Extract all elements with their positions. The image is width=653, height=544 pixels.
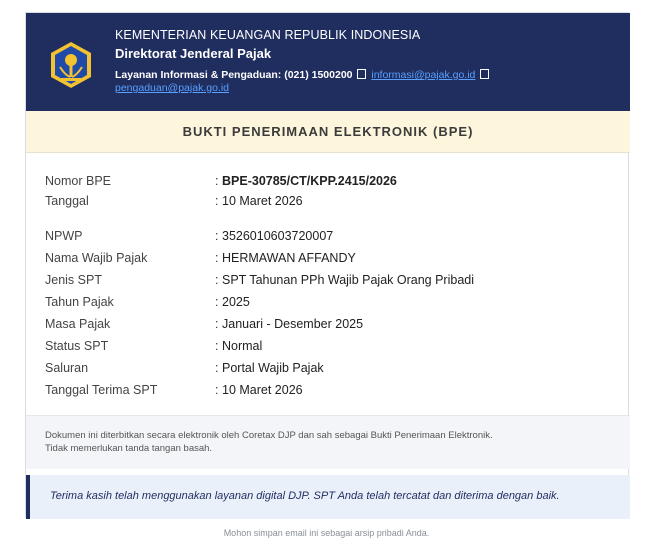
- field-label: Status SPT: [45, 339, 109, 353]
- envelope-icon: [357, 69, 366, 79]
- field-row-status-spt: [45, 336, 615, 356]
- field-row-tahun-pajak: [45, 292, 615, 312]
- field-value: 10 Maret 2026: [222, 383, 303, 397]
- field-label: Tanggal: [45, 194, 89, 208]
- field-label: Masa Pajak: [45, 317, 111, 331]
- field-row-masa-pajak: [45, 314, 615, 334]
- field-value: 3526010603720007: [222, 229, 334, 243]
- field-row-tanggal: [45, 191, 615, 211]
- field-colon: :: [215, 194, 219, 208]
- email-header: [26, 13, 630, 111]
- document-title: BUKTI PENERIMAAN ELEKTRONIK (BPE): [26, 111, 630, 153]
- email-complaint-link[interactable]: pengaduan@pajak.go.id: [115, 82, 230, 94]
- field-label: Tanggal Terima SPT: [45, 383, 158, 397]
- field-value: Januari - Desember 2025: [222, 317, 364, 331]
- field-row-saluran: [45, 358, 615, 378]
- kemenkeu-logo: [47, 41, 95, 89]
- directorate-name: Direktorat Jenderal Pajak: [115, 46, 272, 61]
- email-card: [25, 12, 629, 518]
- field-colon: :: [215, 229, 219, 243]
- field-row-npwp: [45, 226, 615, 246]
- email-info-link[interactable]: informasi@pajak.go.id: [371, 69, 476, 81]
- field-row-tanggal-terima: [45, 380, 615, 400]
- legal-note-line: Dokumen ini diterbitkan secara elektronik oleh Coretax DJP dan sah sebagai Bukti Penerimaan Elektronik.: [45, 430, 493, 441]
- field-colon: :: [215, 383, 219, 397]
- field-label: Nomor BPE: [45, 174, 111, 188]
- field-value: BPE-30785/CT/KPP.2415/2026: [222, 174, 397, 188]
- field-value: 2025: [222, 295, 250, 309]
- field-value: 10 Maret 2026: [222, 194, 303, 208]
- field-colon: :: [215, 361, 219, 375]
- field-colon: :: [215, 273, 219, 287]
- field-colon: :: [215, 251, 219, 265]
- field-row-nama: [45, 248, 615, 268]
- envelope-icon: [480, 69, 489, 79]
- field-value: SPT Tahunan PPh Wajib Pajak Orang Pribadi: [222, 273, 474, 287]
- field-value: HERMAWAN AFFANDY: [222, 251, 356, 265]
- legal-note-line: Tidak memerlukan tanda tangan basah.: [45, 443, 213, 454]
- legal-note: [26, 415, 630, 469]
- footer-note: Mohon simpan email ini sebagai arsip pribadi Anda.: [223, 528, 430, 538]
- field-label: NPWP: [45, 229, 83, 243]
- field-label: Nama Wajib Pajak: [45, 251, 148, 265]
- field-row-jenis-spt: [45, 270, 615, 290]
- field-colon: :: [215, 295, 219, 309]
- contact-info: [115, 69, 515, 95]
- field-label: Jenis SPT: [45, 273, 102, 287]
- thank-you-banner: Terima kasih telah menggunakan layanan digital DJP. SPT Anda telah tercatat dan diterima dengan baik.: [26, 475, 630, 519]
- field-label: Tahun Pajak: [45, 295, 114, 309]
- field-colon: :: [215, 339, 219, 353]
- field-colon: :: [215, 317, 219, 331]
- field-colon: :: [215, 174, 219, 188]
- field-label: Saluran: [45, 361, 89, 375]
- field-value: Portal Wajib Pajak: [222, 361, 324, 375]
- contact-text: Layanan Informasi & Pengaduan: (021) 1500200: [115, 69, 353, 81]
- ministry-name: KEMENTERIAN KEUANGAN REPUBLIK INDONESIA: [115, 28, 421, 42]
- field-row-nomor-bpe: [45, 171, 615, 191]
- field-value: Normal: [222, 339, 263, 353]
